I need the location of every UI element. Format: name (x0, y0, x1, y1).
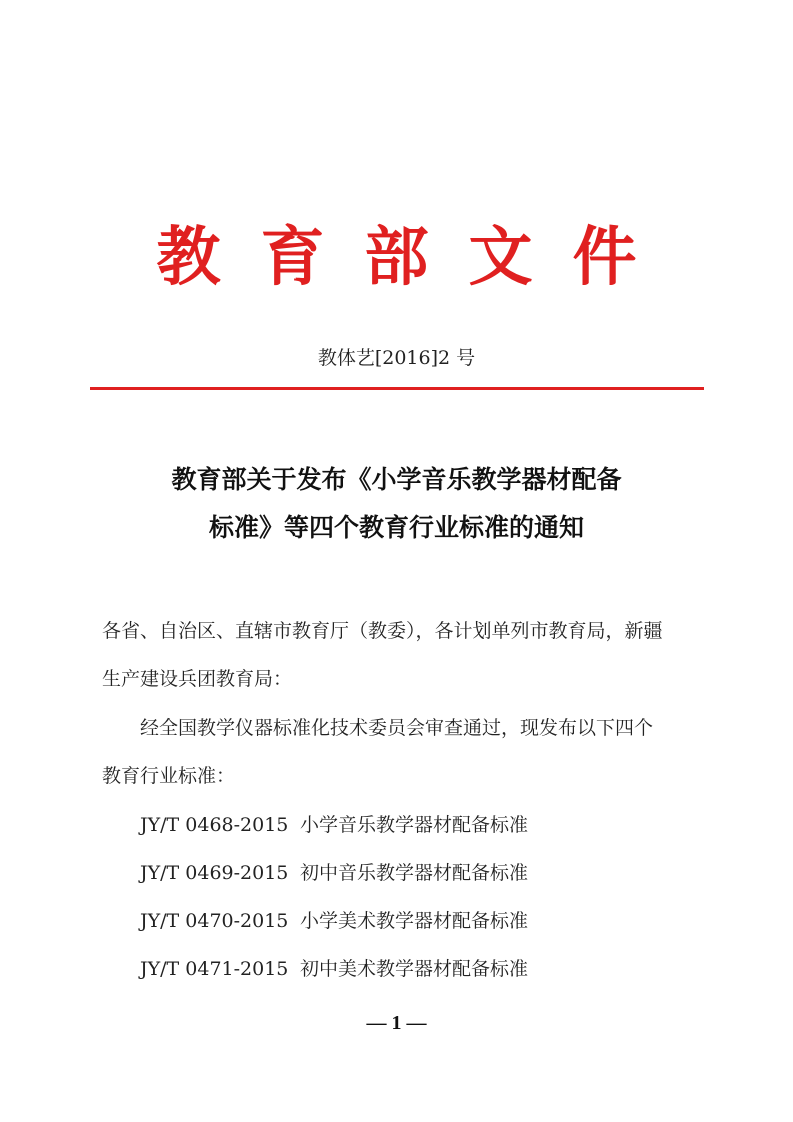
document-number: 教体艺[2016]2 号 (317, 347, 476, 369)
addressee-line-1: 各省、自治区、直辖市教育厅（教委），各计划单列市教育局，新疆 (102, 620, 663, 642)
red-divider-line (90, 387, 704, 390)
addressee-line-2: 生产建设兵团教育局： (102, 668, 293, 690)
standard-name: 初中音乐教学器材配备标准 (300, 862, 529, 884)
standard-item (140, 897, 528, 945)
standard-code: JY/T 0470-2015 (140, 910, 289, 932)
standard-name: 初中美术教学器材配备标准 (300, 958, 529, 980)
notice-title (0, 456, 793, 552)
notice-title-line-2: 标准》等四个教育行业标准的通知 (208, 513, 584, 542)
intro-line-1: 经全国教学仪器标准化技术委员会审查通过，现发布以下四个 (140, 717, 654, 739)
standard-code: JY/T 0468-2015 (140, 814, 289, 836)
standard-item (140, 801, 528, 849)
standard-item (140, 849, 528, 897)
standard-item (140, 945, 528, 993)
standard-name: 小学音乐教学器材配备标准 (300, 814, 529, 836)
standard-code: JY/T 0469-2015 (140, 862, 289, 884)
notice-title-line-1: 教育部关于发布《小学音乐教学器材配备 (171, 465, 622, 494)
masthead-title: 教育部文件 (156, 220, 677, 295)
standard-code: JY/T 0471-2015 (140, 958, 289, 980)
standard-name: 小学美术教学器材配备标准 (300, 910, 529, 932)
page-number: — 1 — (366, 1012, 427, 1034)
intro-line-2: 教育行业标准： (102, 765, 236, 787)
